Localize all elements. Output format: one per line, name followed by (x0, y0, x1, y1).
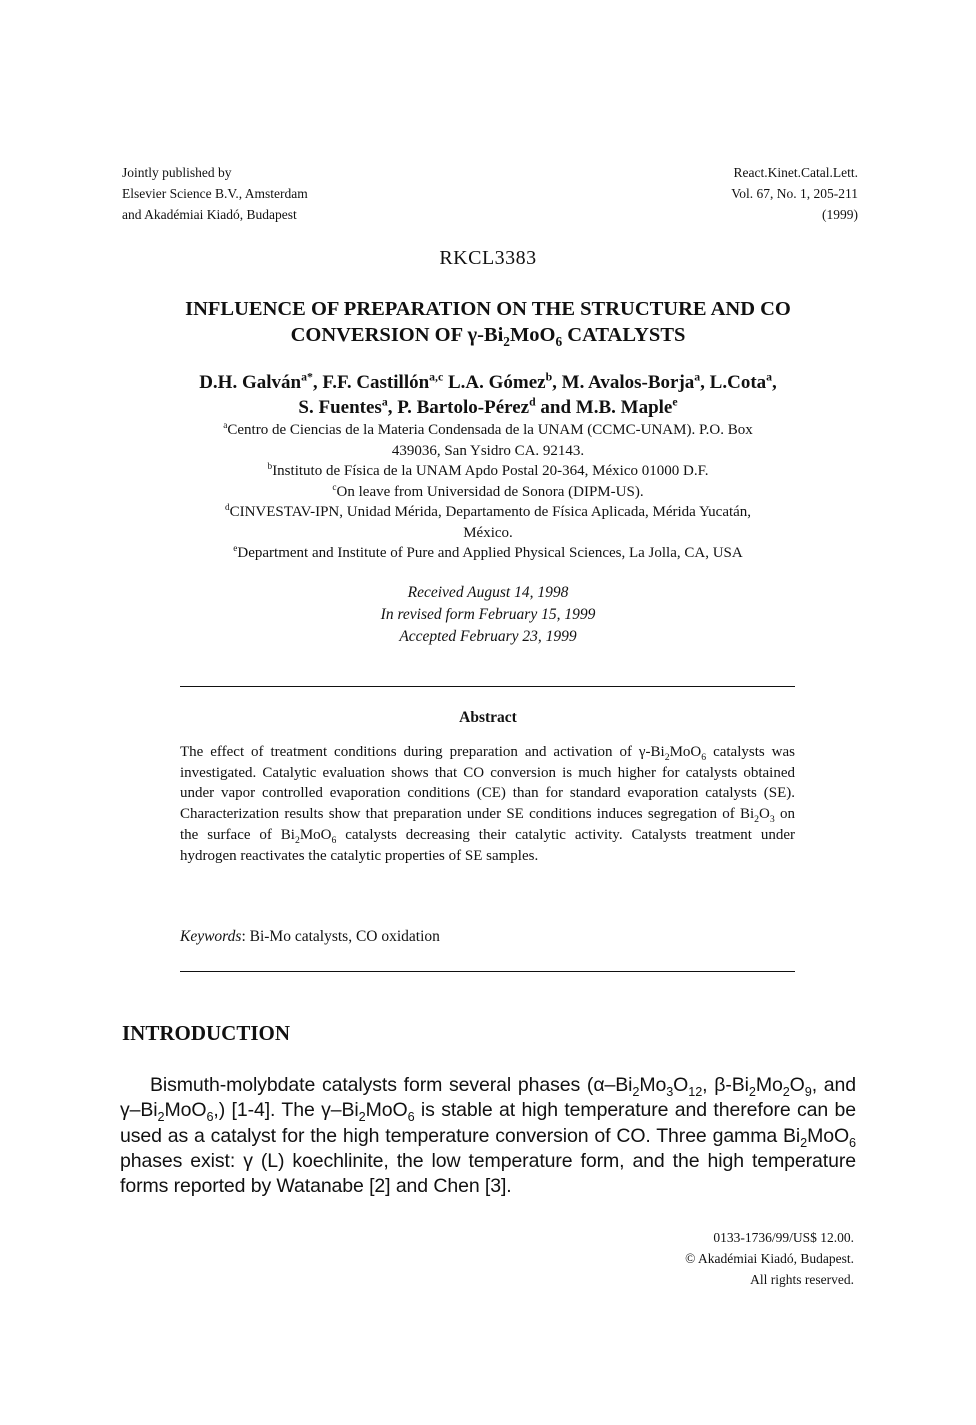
paper-title (0, 296, 976, 348)
date-revised: In revised form February 15, 1999 (380, 606, 596, 623)
date-accepted: Accepted February 23, 1999 (399, 628, 577, 645)
footer-rights: All rights reserved. (750, 1272, 854, 1287)
footer-copyright: © Akadémiai Kiadó, Budapest. (685, 1251, 854, 1266)
journal-year: (1999) (822, 207, 858, 222)
introduction-heading: INTRODUCTION (122, 1021, 291, 1045)
affiliation-b: $^b$Instituto de Física de la UNAM Apdo Postal 20-364, México 01000 D.F. (267, 462, 709, 479)
keywords-text: : Bi-Mo catalysts, CO oxidation (241, 928, 440, 945)
affiliation-e: $^e$Department and Institute of Pure and Applied Physical Sciences, La Jolla, CA, USA (233, 544, 743, 561)
title-line-1: INFLUENCE OF PREPARATION ON THE STRUCTURE AND CO (185, 298, 791, 320)
footer-issn: 0133-1736/99/US$ 12.00. (713, 1230, 854, 1245)
journal-name: React.Kinet.Catal.Lett. (733, 165, 858, 180)
introduction-paragraph: Bismuth-molybdate catalysts form several phases ($\alpha-Bi_2Mo_3O_{12}$, $\beta-Bi_2Mo_2O_9$, and $\gamma-Bi_2MoO_6$,) [1-4]. The $\gamma-Bi_2MoO_6$ is stable at high temperature and therefore can be used as a catalyst for the high temperature conversion of CO. Three gamma $Bi_2MoO_6$ phases exist: γ (L) koechlinite, the low temperature form, and the high temperature forms reported by Watanabe [2] and Chen [3]. (120, 1074, 857, 1198)
affiliation-a-cont: 439036, San Ysidro CA. 92143. (391, 442, 585, 459)
author-list (0, 370, 976, 420)
journal-volume: Vol. 67, No. 1, 205-211 (731, 186, 858, 201)
authors-line-1: D.H. Galván$^{a*}$, F.F. Castillón$^{a,c}$ L.A. Gómez$^b$, M. Avalos-Borja$^a$, L.Cota$^a$, (199, 370, 777, 393)
affiliation-a: $^a$Centro de Ciencias de la Materia Condensada de la UNAM (CCMC-UNAM). P.O. Box (223, 421, 753, 438)
keywords (180, 928, 440, 946)
publisher-info (122, 162, 308, 225)
abstract-body: The effect of treatment conditions during preparation and activation of $\gamma-Bi_2MoO_6$ catalysts was investigated. Catalytic evaluation shows that CO conversion is much higher for catalysts obtained under vapor controlled evaporation conditions (CE) than for standard evaporation catalysts (SE). Characterization results show that preparation under SE conditions induces segregation of $Bi_2O_3$ on the surface of $Bi_2MoO_6$ catalysts decreasing their catalytic activity. Catalysts treatment under hydrogen reactivates the catalytic properties of SE samples. (180, 744, 796, 864)
affiliation-d: $^d$CINVESTAV-IPN, Unidad Mérida, Departamento de Física Aplicada, Mérida Yucatán, (224, 503, 752, 520)
copyright-footer (685, 1227, 854, 1290)
abstract-bottom-divider (180, 971, 795, 972)
publisher-line-2: Elsevier Science B.V., Amsterdam (122, 186, 308, 201)
keywords-label: Keywords (180, 928, 242, 945)
abstract-heading: Abstract (459, 709, 517, 726)
authors-line-2: S. Fuentes$^a$, P. Bartolo-Pérez$^d$ and M.B. Maple$^e$ (298, 395, 678, 418)
title-line-2: CONVERSION OF $\gamma-Bi_2MoO_6$ CATALYSTS (290, 324, 686, 350)
abstract-top-divider (180, 686, 795, 687)
paper-code: RKCL3383 (439, 247, 537, 269)
affiliation-d-cont: México. (463, 524, 513, 541)
journal-reference (731, 162, 858, 225)
date-received: Received August 14, 1998 (407, 584, 569, 601)
affiliations (0, 420, 976, 564)
publisher-line-1: Jointly published by (122, 165, 232, 180)
publisher-line-3: and Akadémiai Kiadó, Budapest (122, 207, 297, 222)
affiliation-c: $^c$On leave from Universidad de Sonora (DIPM-US). (332, 482, 644, 500)
submission-dates (0, 582, 976, 648)
